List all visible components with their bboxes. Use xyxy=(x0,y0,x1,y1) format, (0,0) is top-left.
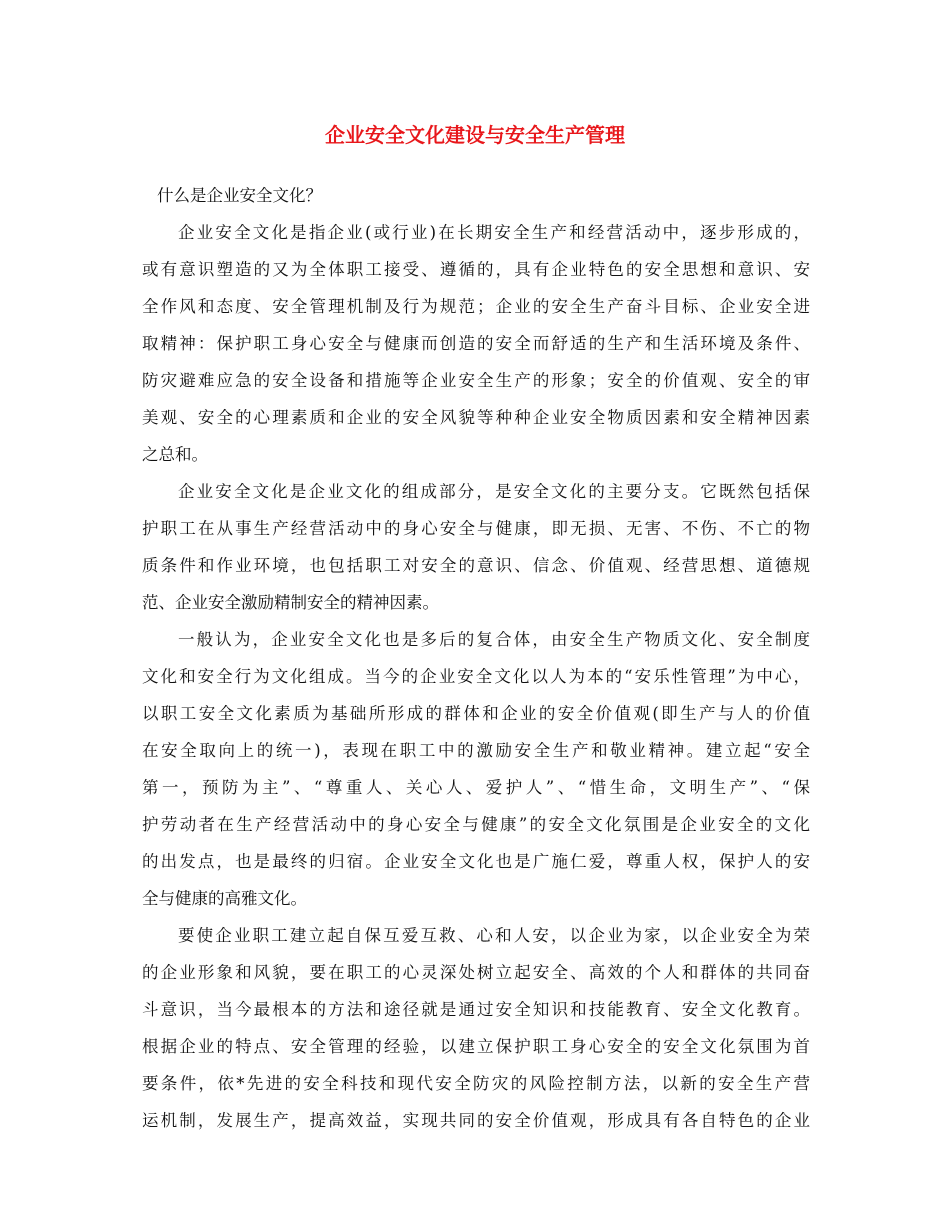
paragraph-line: 斗意识，当今最根本的方法和途径就是通过安全知识和技能教育、安全文化教育。 xyxy=(142,1000,810,1019)
page-title: 企业安全文化建设与安全生产管理 xyxy=(325,123,625,147)
paragraph-line: 全与健康的高雅文化。 xyxy=(142,889,307,908)
paragraph-1 xyxy=(142,214,810,473)
paragraph-3 xyxy=(142,621,810,917)
paragraph-line: 的出发点，也是最终的归宿。企业安全文化也是广施仁爱，尊重人权，保护人的安 xyxy=(142,852,810,871)
paragraph-line: 企业安全文化是指企业(或行业)在长期安全生产和经营活动中，逐步形成的， xyxy=(178,223,810,242)
paragraph-line: 质条件和作业环境，也包括职工对安全的意识、信念、价值观、经营思想、道德规 xyxy=(142,556,810,575)
paragraph-2 xyxy=(142,473,810,621)
paragraph-line: 取精神：保护职工身心安全与健康而创造的安全而舒适的生产和生活环境及条件、 xyxy=(142,334,810,353)
paragraph-line: 一般认为，企业安全文化也是多后的复合体，由安全生产物质文化、安全制度 xyxy=(178,630,810,649)
paragraph-line: 以职工安全文化素质为基础所形成的群体和企业的安全价值观(即生产与人的价值 xyxy=(142,704,810,723)
paragraph-line: 护劳动者在生产经营活动中的身心安全与健康”的安全文化氛围是企业安全的文化 xyxy=(142,815,810,834)
paragraph-line: 在安全取向上的统一)，表现在职工中的激励安全生产和敬业精神。建立起“安全 xyxy=(142,741,810,760)
section-question: 什么是企业安全文化？ xyxy=(157,186,322,205)
paragraph-line: 企业安全文化是企业文化的组成部分，是安全文化的主要分支。它既然包括保 xyxy=(178,482,810,501)
paragraph-line: 文化和安全行为文化组成。当今的企业安全文化以人为本的“安乐性管理”为中心， xyxy=(142,667,810,686)
paragraph-line: 的企业形象和风貌，要在职工的心灵深处树立起安全、高效的个人和群体的共同奋 xyxy=(142,963,810,982)
paragraph-line: 要条件，依*先进的安全科技和现代安全防灾的风险控制方法，以新的安全生产营 xyxy=(142,1074,810,1093)
document-body xyxy=(142,177,810,1139)
paragraph-line: 运机制，发展生产，提高效益，实现共同的安全价值观，形成具有各自特色的企业 xyxy=(142,1111,810,1130)
paragraph-line: 之总和。 xyxy=(142,445,208,464)
paragraph-4 xyxy=(142,917,810,1139)
paragraph-line: 全作风和态度、安全管理机制及行为规范；企业的安全生产奋斗目标、企业安全进 xyxy=(142,297,810,316)
paragraph-line: 第一，预防为主”、“尊重人、关心人、爱护人”、“惜生命，文明生产”、“保 xyxy=(142,778,810,797)
paragraph-line: 根据企业的特点、安全管理的经验，以建立保护职工身心安全的安全文化氛围为首 xyxy=(142,1037,810,1056)
paragraph-line: 范、企业安全激励精制安全的精神因素。 xyxy=(142,593,439,612)
paragraph-line: 防灾避难应急的安全设备和措施等企业安全生产的形象；安全的价值观、安全的审 xyxy=(142,371,810,390)
paragraph-line: 美观、安全的心理素质和企业的安全风貌等种种企业安全物质因素和安全精神因素 xyxy=(142,408,810,427)
paragraph-line: 护职工在从事生产经营活动中的身心安全与健康，即无损、无害、不伤、不亡的物 xyxy=(142,519,810,538)
paragraph-line: 或有意识塑造的又为全体职工接受、遵循的，具有企业特色的安全思想和意识、安 xyxy=(142,260,810,279)
paragraph-line: 要使企业职工建立起自保互爱互救、心和人安，以企业为家，以企业安全为荣 xyxy=(178,926,810,945)
